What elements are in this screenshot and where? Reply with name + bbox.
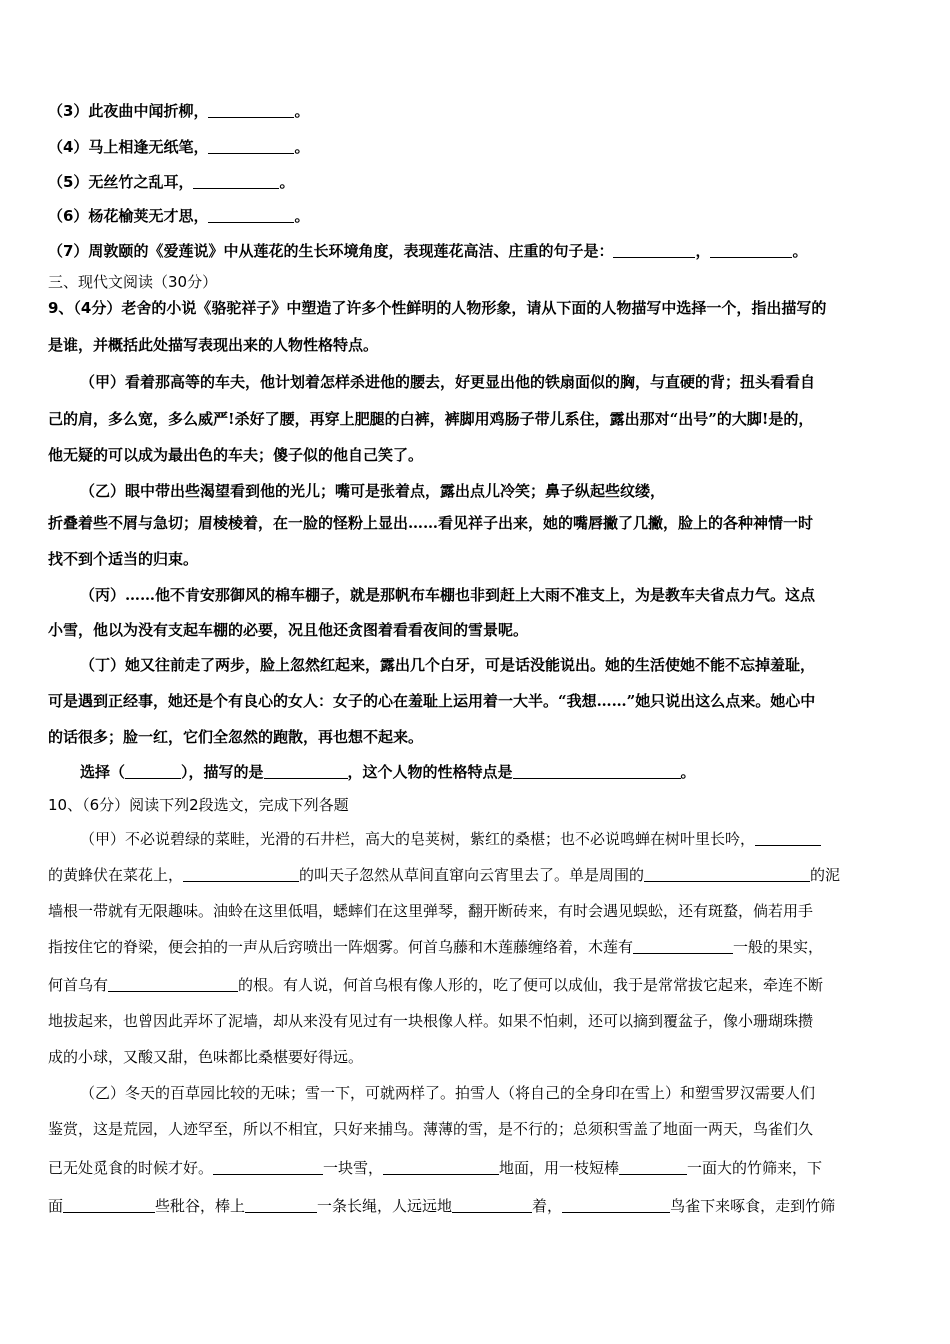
answer-blank[interactable] — [633, 938, 733, 954]
answer-blank[interactable] — [213, 1159, 323, 1175]
question-10-prompt: 10、（6分）阅读下列2段选文，完成下列各题 — [48, 796, 349, 814]
passage-yi-line: （乙）眼中带出些渴望看到他的光儿；嘴可是张着点，露出点儿冷笑；鼻子纵起些纹缕， — [80, 482, 666, 500]
passage-ding-line: 的话很多；脸一红，它们全忽然的跑散，再也想不起来。 — [48, 728, 424, 746]
passage-bing-line: 小雪，他以为没有支起车棚的必要，况且他还贪图着看看夜间的雪景呢。 — [48, 621, 529, 639]
answer-blank[interactable] — [193, 173, 279, 189]
passage-10-yi-line: 已无处觅食的时候才好。 一块雪， 地面，用一枝短棒 一面大的竹筛来，下 — [48, 1159, 823, 1177]
answer-blank[interactable] — [383, 1159, 499, 1175]
fill-item-text: （3）此夜曲中闻折柳， — [48, 102, 209, 120]
passage-yi-line: 折叠着些不屑与急切；眉棱棱着，在一脸的怪粉上显出……看见祥子出来，她的嘴唇撇了几撇，脸上的各种神情一时 — [48, 514, 814, 532]
fill-item-text: （5）无丝竹之乱耳， — [48, 173, 194, 191]
passage-10-yi-line: （乙）冬天的百草园比较的无味；雪一下，可就两样了。拍雪人（将自己的全身印在雪上）和塑雪罗汉需要人们 — [80, 1084, 816, 1102]
passage-10-jia-line: 成的小球，又酸又甜，色味都比桑椹要好得远。 — [48, 1048, 364, 1066]
answer-blank[interactable] — [513, 763, 681, 779]
section-heading: 三、现代文阅读（30分） — [48, 273, 218, 291]
answer-blank[interactable] — [183, 866, 299, 882]
fill-item-5: （5）无丝竹之乱耳， 。 — [48, 173, 295, 191]
passage-jia-line: 他无疑的可以成为最出色的车夫；傻子似的他自己笑了。 — [48, 446, 424, 464]
question-9-prompt-cont: 是谁，并概括此处描写表现出来的人物性格特点。 — [48, 336, 379, 354]
fill-item-text: （6）杨花榆荚无才思， — [48, 207, 209, 225]
passage-ding-line: （丁）她又往前走了两步，脸上忽然红起来，露出几个白牙，可是话没能说出。她的生活使她不能不忘掉羞耻， — [80, 656, 816, 674]
answer-blank[interactable] — [208, 138, 294, 154]
passage-10-jia-line: 的黄蜂伏在菜花上， 的叫天子忽然从草间直窜向云宵里去了。单是周围的 的泥 — [48, 866, 841, 884]
passage-ding-line: 可是遇到正经事，她还是个有良心的女人：女子的心在羞耻上运用着一大半。“我想……”她只说出这么点来。她心中 — [48, 692, 816, 710]
answer-blank[interactable] — [644, 866, 810, 882]
answer-blank[interactable] — [63, 1197, 155, 1213]
passage-yi-line: 找不到个适当的归束。 — [48, 550, 199, 568]
question-9-prompt: 9、（4分）老舍的小说《骆驼祥子》中塑造了许多个性鲜明的人物形象，请从下面的人物描写中选择一个，指出描写的 — [48, 299, 827, 317]
fill-item-6: （6）杨花榆荚无才思， 。 — [48, 207, 310, 225]
answer-blank[interactable] — [710, 242, 792, 258]
answer-blank[interactable] — [125, 763, 181, 779]
fill-item-text: （4）马上相逢无纸笔， — [48, 138, 209, 156]
passage-jia-line: （甲）看着那高等的车夫，他计划着怎样杀进他的腰去，好更显出他的铁扇面似的胸，与直硬的背；扭头看看自 — [80, 373, 816, 391]
passage-jia-line: 己的肩，多么宽，多么威严!杀好了腰，再穿上肥腿的白裤，裤脚用鸡肠子带儿系住，露出那对“出号”的大脚!是的， — [48, 410, 814, 428]
passage-bing-line: （丙）……他不肯安那御风的棉车棚子，就是那帆布车棚也非到赶上大雨不准支上，为是教车夫省点力气。这点 — [80, 586, 816, 604]
passage-10-jia-line: 指按住它的脊梁，便会拍的一声从后窍喷出一阵烟雾。何首乌藤和木莲藤缠络着，木莲有 一般的果实， — [48, 938, 824, 956]
fill-item-text: （7）周敦颐的《爱莲说》中从莲花的生长环境角度，表现莲花高洁、庄重的句子是： — [48, 242, 614, 260]
answer-blank[interactable] — [562, 1197, 670, 1213]
fill-item-4: （4）马上相逢无纸笔， 。 — [48, 138, 310, 156]
answer-blank[interactable] — [264, 763, 348, 779]
answer-blank[interactable] — [208, 102, 294, 118]
passage-10-jia-line: 何首乌有 的根。有人说，何首乌根有像人形的，吃了便可以成仙，我于是常常拔它起来，牵连不断 — [48, 976, 824, 994]
answer-blank[interactable] — [245, 1197, 317, 1213]
fill-item-3: （3）此夜曲中闻折柳， 。 — [48, 102, 310, 120]
passage-10-yi-line: 面 些秕谷，棒上 一条长绳，人远远地 着， 鸟雀下来啄食，走到竹筛 — [48, 1197, 836, 1215]
answer-blank[interactable] — [108, 976, 238, 992]
fill-item-7: （7）周敦颐的《爱莲说》中从莲花的生长环境角度，表现莲花高洁、庄重的句子是： ， 。 — [48, 242, 808, 260]
answer-blank[interactable] — [452, 1197, 532, 1213]
answer-blank[interactable] — [613, 242, 695, 258]
question-9-answer-line: 选择（ ），描写的是 ，这个人物的性格特点是 。 — [80, 763, 696, 781]
passage-10-jia-line: 墙根一带就有无限趣味。油蛉在这里低唱，蟋蟀们在这里弹琴，翻开断砖来，有时会遇见蜈蚣，还有斑蝥，倘若用手 — [48, 902, 814, 920]
passage-10-jia-line: 地拔起来，也曾因此弄坏了泥墙，却从来没有见过有一块根像人样。如果不怕刺，还可以摘到覆盆子，像小珊瑚珠攒 — [48, 1012, 814, 1030]
passage-10-yi-line: 鉴赏，这是荒园，人迹罕至，所以不相宜，只好来捕鸟。薄薄的雪，是不行的；总须积雪盖了地面一两天，鸟雀们久 — [48, 1120, 814, 1138]
passage-10-jia-line: （甲）不必说碧绿的菜畦，光滑的石井栏，高大的皂荚树，紫红的桑椹；也不必说鸣蝉在树叶里长吟， — [80, 828, 821, 850]
answer-blank[interactable] — [208, 207, 294, 223]
answer-blank[interactable] — [619, 1159, 687, 1175]
answer-blank[interactable] — [755, 830, 821, 846]
